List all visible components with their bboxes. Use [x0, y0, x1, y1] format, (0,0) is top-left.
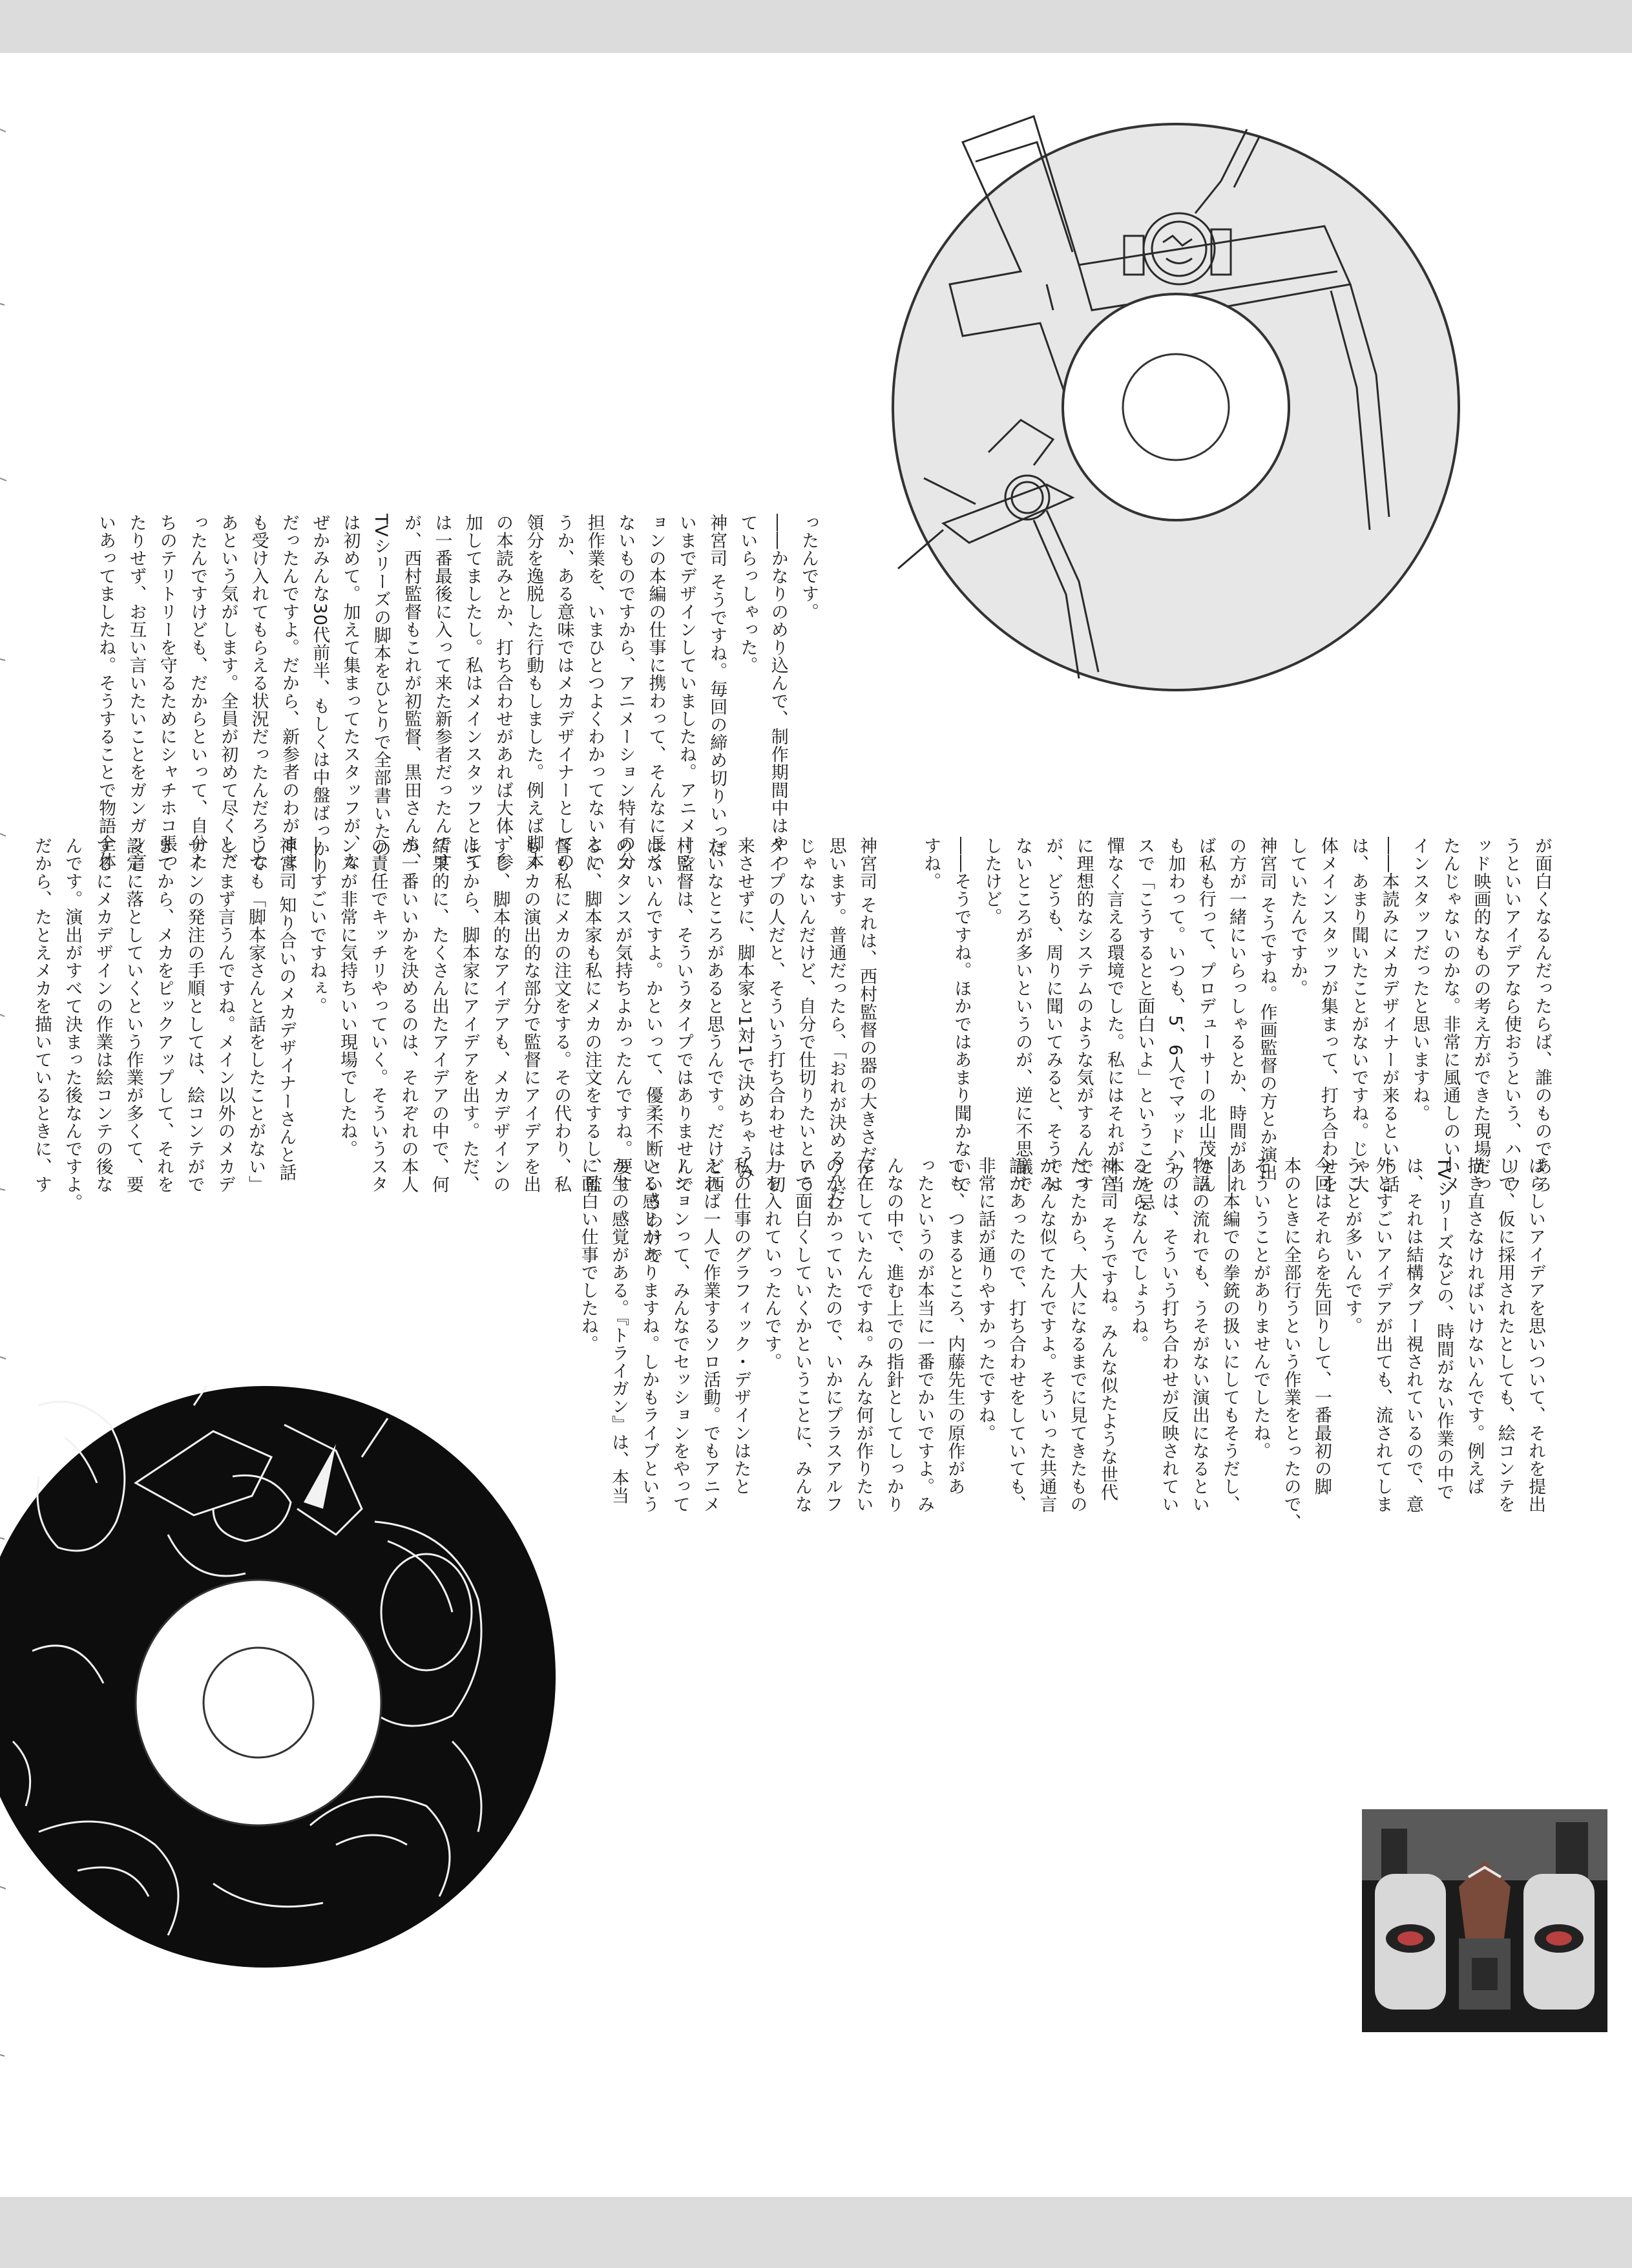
- body-text-column-lower-right: ばらしいアイデアを思いついて、それを提出 して、仮に採用されたとしても、絵コンテを 描き直さなければいけないんです。例えば TVシリーズなどの、時間がない作業の中で は、それは結構タブー視されているので、意 外とすごいアイデアが出ても、流されてしま うことが多いんです。 今回はそれらを先回りして、一番最初の脚 本のときに全部行うという作業をとったので、 そういうことがありませんでしたね。 ――本編での拳銃の扱いにしてもそうだし、 物語の流れでも、うそがない演出になるとい うのは、そういう打ち合わせが反映されてい るからなんでしょうね。 神宮司 そうですね。みんな似たような世代 だったから、大人になるまでに見てきたもの がみんな似てたんですよ。そういった共通言 語があったので、打ち合わせをしていても、 非常に話が通りやすかったですね。 でも、つまるところ、内藤先生の原作があ ったというのが本当に一番でかいですよ。み んなの中で、進む上での指針としてしっかり 存在していたんですね。みんな何が作りたい のかわかっていたので、いかにプラスアルフ ァで面白くしていくかということに、みんな 力を入れていったんです。 私の仕事のグラフィック・デザインはたと えれば一人で作業するソロ活動。でもアニメ ーションって、みんなでセッションをやって いる感じがありますね。しかもライブという か生の感覚がある。『トライガン』は、本当 に面白い仕事でしたね。: [578, 1157, 1545, 1531]
- disc-illustration-bottom-left: [0, 1380, 556, 1974]
- film-still-image: [1362, 1809, 1607, 2032]
- body-text-column-middle-left: 神宮司 それは、西村監督の器の大きさだと 思います。普通だったら、「おれが決めるんだ」 じゃないんだけど、自分で仕切りたいという タイプの人だと、そういう打ち合わせは一切 来させずに、脚本家と1対1で決めちゃうみ たいなところがあると思うんです。だけど西 村監督は、そういうタイプではありませんで はないんですよ。かといって、優柔不断というわけで のスタンスが気持ちよかったんですね。要す るに、脚本家も私にメカの注文をするし、監 督も私にメカの注文をする。その代わり、私 もメカの演出的な部分で監督にアイデアを出 すし、脚本的なアイデアも、メカデザインの ほうから、脚本家にアイデアを出す。ただ、 結果的に、たくさん出たアイデアの中で、何 が一番いいかを決めるのは、それぞれの本人 の責任でキッチリやっていく。そういうスタ ンスが非常に気持ちいい現場でしたね。 ――すごいですねぇ。 神宮司 知り合いのメカデザイナーさんと話 しても「脚本家さんと話をしたことがない」 と、まず言うんですね。メイン以外のメカデ ザインの発注の手順としては、絵コンテがで きてから、メカをピックアップして、それを 設定に落としていくという作業が多くて、要 するにメカデザインの作業は絵コンテの後な んです。演出がすべて決まった後なんですよ。 だから、たとえメカを描いているときに、す: [31, 837, 877, 1265]
- body-text-column-upper-middle: が面白くなるんだったらば、誰のものであろ うといいアイデアなら使おうという、ハリウ ッド映画的なものの考え方ができた現場だっ たんじゃないのかな。非常に風通しのいいメ インスタッフだったと思いますね。 ――本読みにメカデザイナーが来るという話 は、あまり聞いたことがないですね。じゃ大 体メインスタッフが集まって、打ち合わせを していたんですか。 神宮司 そうですね。作画監督の方とか演出 の方が一緒にいらっしゃるとか、時間があれ ば私も行って、プロデューサーの北山茂さん も加わって。いつも、5、6人でマッドハウ スで「こうするとと面白いよ」ということを忌 憚なく言える環境でした。私にはそれが本当 に理想的なシステムのような気がするんです が、どうも、周りに聞いてみると、そうでは ないところが多いというのが、逆に不思議で したけど。 ――そうですね。ほかではあまり聞かないで すね。: [921, 837, 1552, 1212]
- disc-illustration-top-right: [885, 116, 1467, 698]
- top-margin-band: [0, 0, 1632, 53]
- body-text-column-upper-left: ったんです。 ――かなりのめり込んで、制作期間中はやっ ていらっしゃった。 神宮司 そうですね。毎回の締め切りいっぱ いまでデザインしていましたね。アニメーシ ョンの本編の仕事に携わって、そんなに長く ないものですから、アニメーション特有の分 担作業を、いまひとつよくわかってないとい うか、ある意味ではメカデザイナーとしての 領分を逸脱した行動もしました。例えば脚本 の本読みとか、打ち合わせがあれば大体、参 加してましたし。私はメインスタッフとして は一番最後に入って来た新参者だったんです が、西村監督もこれが初監督、黒田さんも、 TVシリーズの脚本をひとりで全部書いたの は初めて。加えて集まってたスタッフが、な ぜかみんな30代前半、もしくは中盤ばっかり だったんですよ。だから、新参者のわがまま も受け入れてもらえる状況だったんだろうな あという気がします。全員が初めて尽くしだ ったんですけども、だからといって、自分た ちのテリトリーを守るためにシャチホコ張っ たりせず、お互い言いたいことをガンガン言 いあってましたね。そうすることで物語全体: [96, 514, 819, 876]
- bottom-margin-band: [0, 2197, 1632, 2268]
